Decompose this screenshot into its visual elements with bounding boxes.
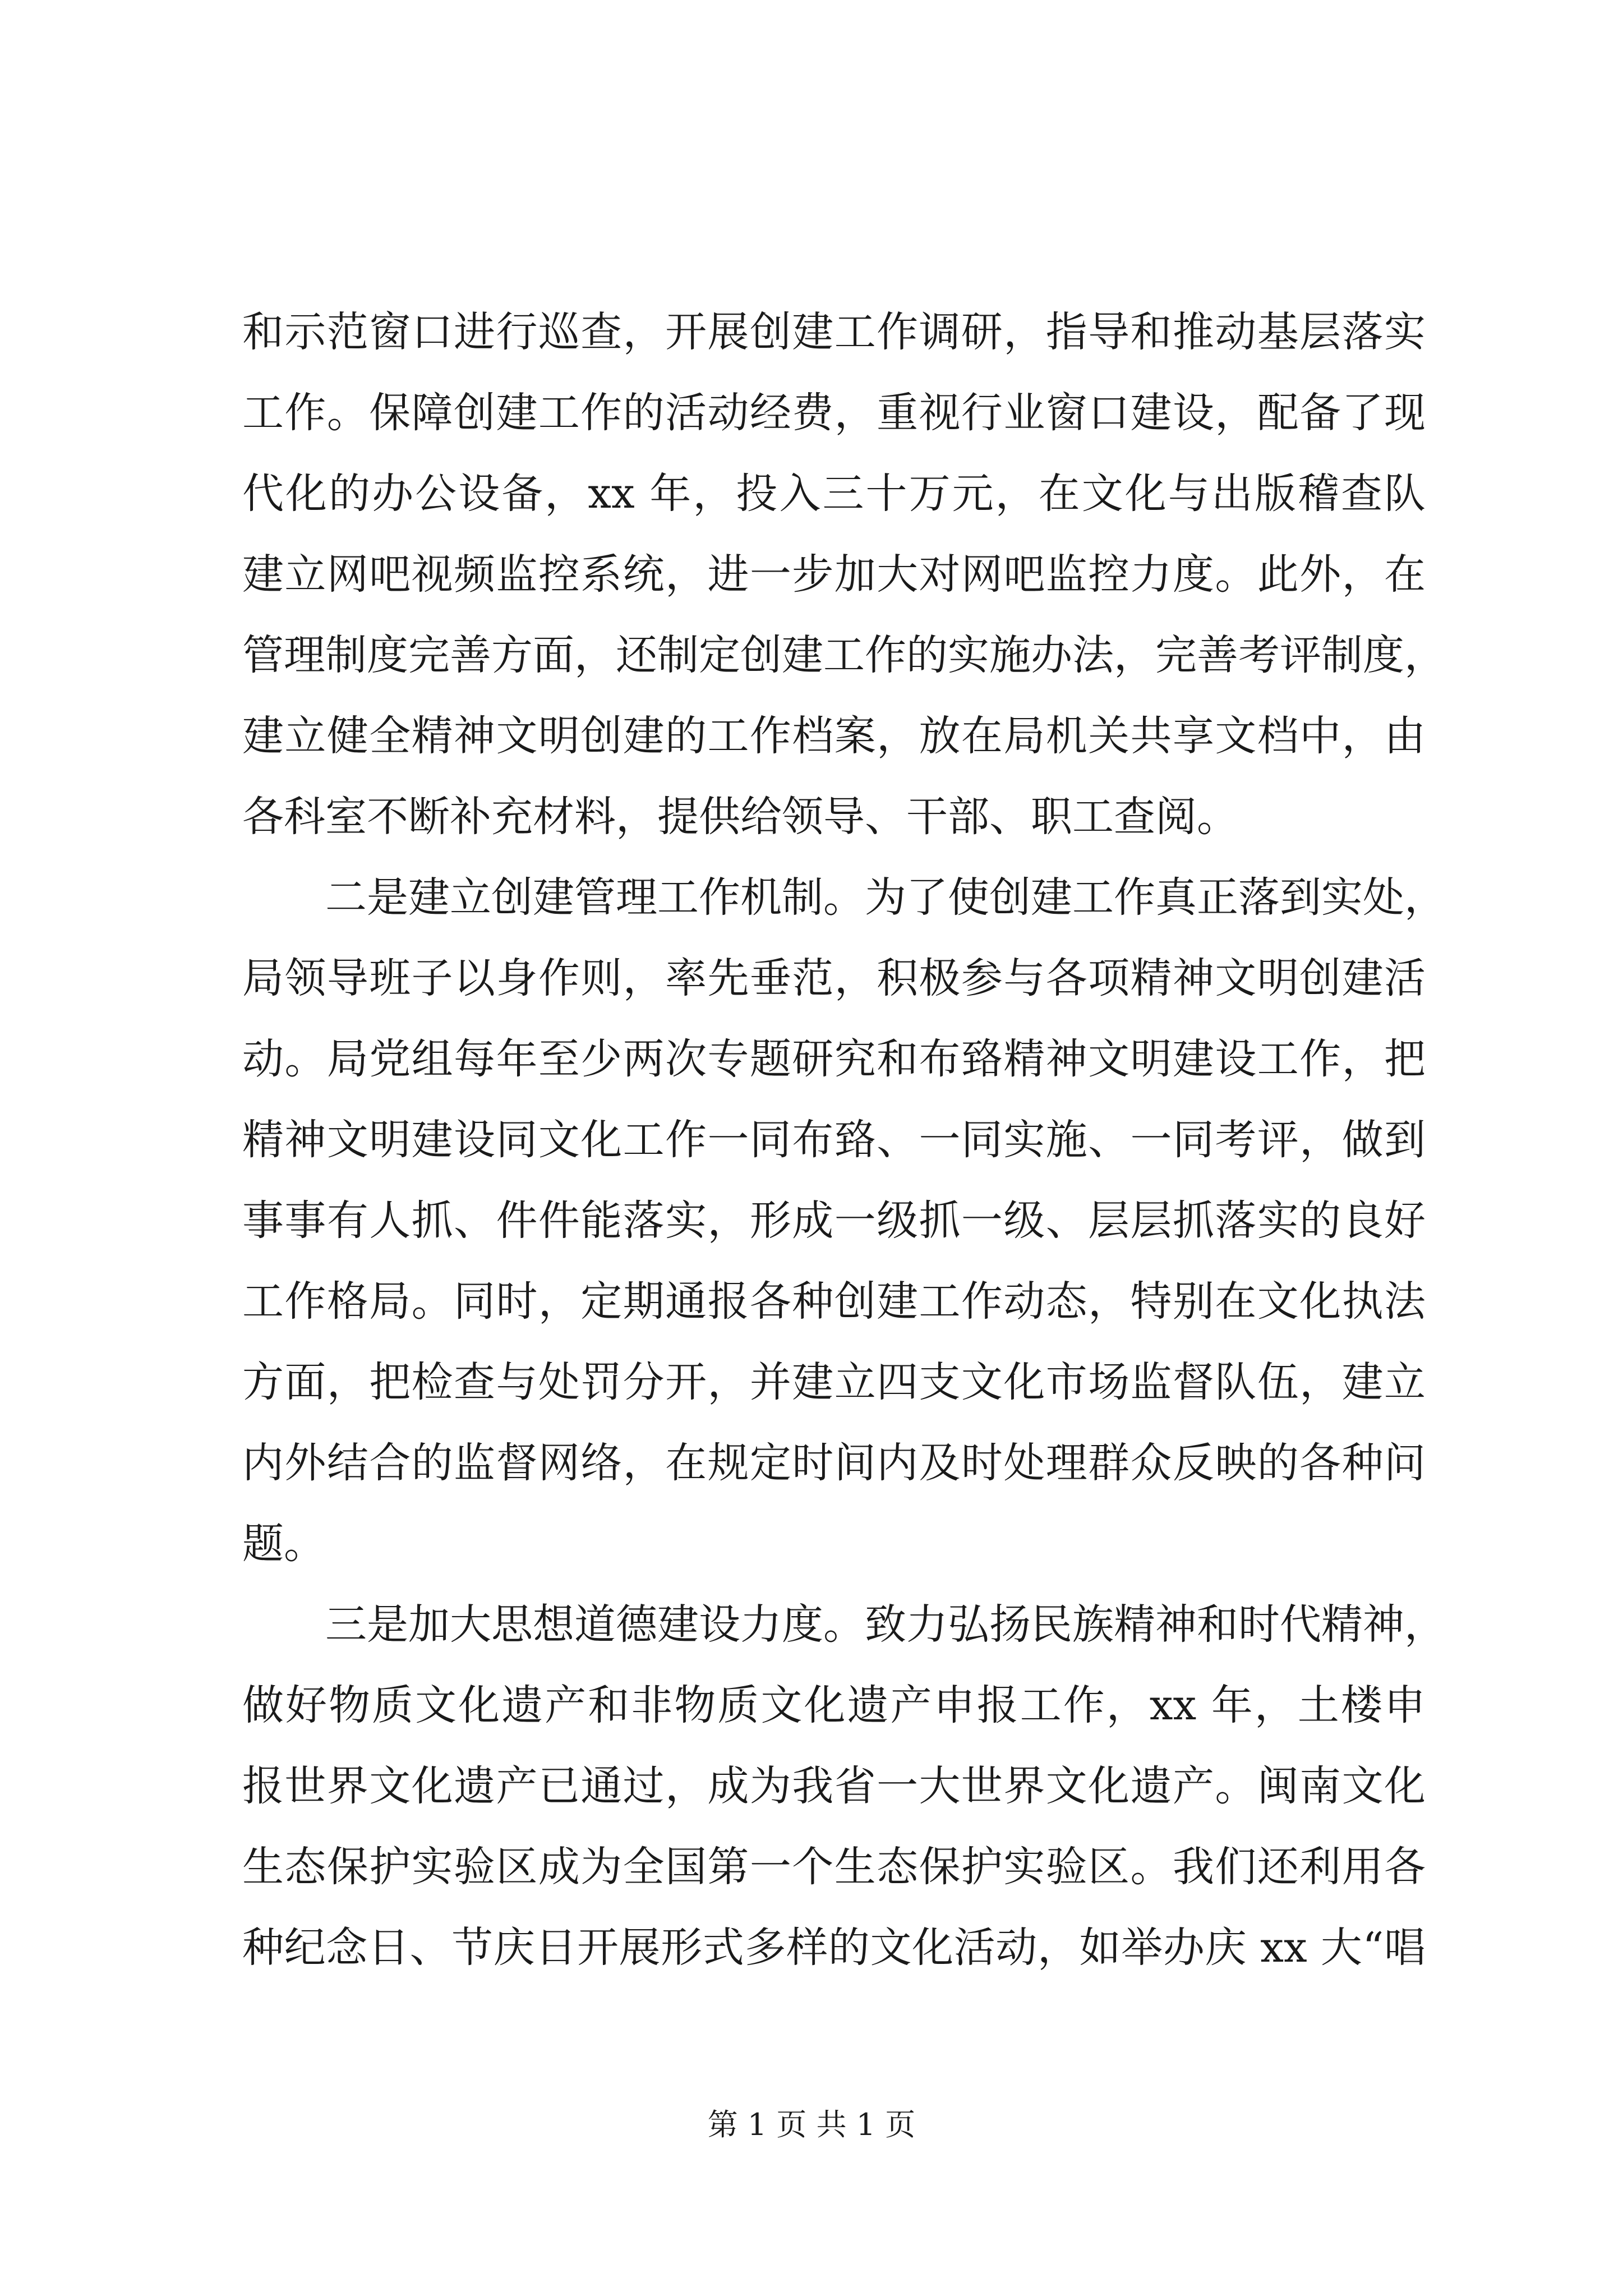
text-line: 方面，把检查与处罚分开，并建立四支文化市场监督队伍，建立 (242, 1358, 1426, 1406)
text-line: 工作。保障创建工作的活动经费，重视行业窗口建设，配备了现 (242, 389, 1426, 437)
text-line: 精神文明建设同文化工作一同布臵、一同实施、一同考评，做到 (242, 1116, 1426, 1164)
text-line: 建立网吧视频监控系统，进一步加大对网吧监控力度。此外，在 (242, 550, 1426, 599)
text-line: 局领导班子以身作则，率先垂范，积极参与各项精神文明创建活 (242, 954, 1426, 1002)
text-line: 生态保护实验区成为全国第一个生态保护实验区。我们还利用各 (242, 1843, 1426, 1891)
text-line: 各科室不断补充材料，提供给领导、干部、职工查阅。 (242, 793, 1238, 841)
text-line: 事事有人抓、件件能落实，形成一级抓一级、层层抓落实的良好 (242, 1197, 1426, 1245)
text-line: 动。局党组每年至少两次专题研究和布臵精神文明建设工作，把 (242, 1035, 1426, 1083)
paragraph-start-line: 三是加大思想道德建设力度。致力弘扬民族精神和时代精神， (325, 1600, 1446, 1649)
text-line: 做好物质文化遗产和非物质文化遗产申报工作，xx 年，土楼申 (242, 1681, 1426, 1729)
text-line: 种纪念日、节庆日开展形式多样的文化活动，如举办庆 xx 大“唱 (242, 1924, 1426, 1972)
text-line: 管理制度完善方面，还制定创建工作的实施办法，完善考评制度， (242, 631, 1446, 679)
text-line: 内外结合的监督网络，在规定时间内及时处理群众反映的各种问 (242, 1439, 1426, 1487)
text-line: 工作格局。同时，定期通报各种创建工作动态，特别在文化执法 (242, 1277, 1426, 1326)
text-line: 和示范窗口进行巡查，开展创建工作调研，指导和推动基层落实 (242, 308, 1426, 356)
text-line: 代化的办公设备，xx 年，投入三十万元，在文化与出版稽查队 (242, 470, 1426, 518)
text-line: 题。 (242, 1520, 325, 1568)
body-text (242, 292, 1446, 1988)
paragraph-start-line: 二是建立创建管理工作机制。为了使创建工作真正落到实处， (325, 873, 1446, 922)
text-line: 建立健全精神文明创建的工作档案，放在局机关共享文档中，由 (242, 712, 1426, 760)
page-footer (0, 2102, 1623, 2147)
page-number: 第 1 页 共 1 页 (707, 2107, 916, 2142)
text-line: 报世界文化遗产已通过，成为我省一大世界文化遗产。闽南文化 (242, 1762, 1426, 1810)
